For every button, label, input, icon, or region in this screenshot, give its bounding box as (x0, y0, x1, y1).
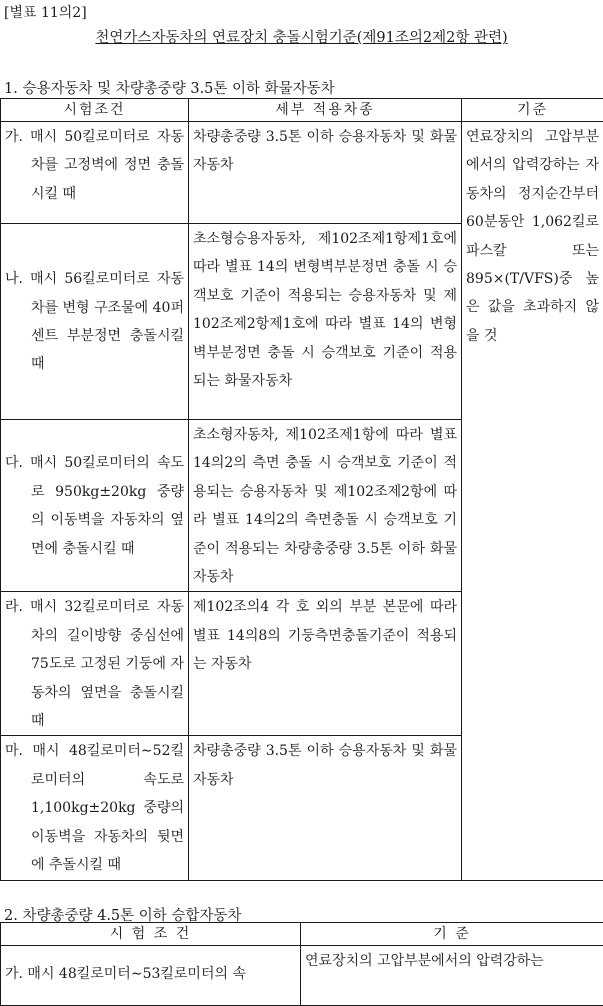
condition-cell: 나. 매시 56킬로미터로 자동차를 변형 구조물에 40퍼센트 부분정면 충돌시킬 때 (1, 224, 189, 420)
condition-cell: 다. 매시 50킬로미터의 속도로 950kg±20kg 중량의 이동벽을 자동차의 옆면에 충돌시킬 때 (1, 420, 189, 592)
table-header-row (1, 99, 603, 122)
vehicle-cell: 차량총중량 3.5톤 이하 승용자동차 및 화물자동차 (189, 122, 462, 224)
vehicle-cell: 초소형자동차, 제102조제1항에 따라 별표 14의2의 측면 충돌 시 승객보호 기준이 적용되는 승용자동차 및 제102조제2항에 따라 별표 14의2의 측면충돌 시 승객보호 기준이 적용되는 차량총중량 3.5톤 이하 화물자동차 (189, 420, 462, 592)
column-header-vehicle: 세부 적용차종 (189, 99, 462, 122)
table-header-row (1, 923, 603, 946)
section-1-table (0, 98, 603, 881)
table-row (1, 122, 603, 224)
column-header-criterion: 기준 (462, 99, 603, 122)
criterion-cell: 연료장치의 고압부분에서의 압력강하는 (301, 946, 603, 1006)
section-1-title: 1. 승용자동차 및 차량총중량 3.5톤 이하 화물자동차 (4, 77, 335, 98)
column-header-condition: 시 험 조 건 (1, 923, 301, 946)
condition-cell: 라. 매시 32킬로미터로 자동차의 길이방향 중심선에 75도로 고정된 기둥에 자동차의 옆면을 충돌시킬 때 (1, 592, 189, 736)
column-header-condition: 시험조건 (1, 99, 189, 122)
table-row (1, 946, 603, 1006)
vehicle-cell: 차량총중량 3.5톤 이하 승용자동차 및 화물자동차 (189, 736, 462, 880)
section-2-table (0, 922, 603, 1006)
vehicle-cell: 제102조의4 각 호 외의 부분 본문에 따라 별표 14의8의 기둥측면충돌기준이 적용되는 자동차 (189, 592, 462, 736)
document-title: 천연가스자동차의 연료장치 충돌시험기준(제91조의2제2항 관련) (0, 26, 603, 47)
annex-label: [별표 11의2] (4, 2, 87, 22)
condition-cell: 가. 매시 48킬로미터∼53킬로미터의 속 (1, 946, 301, 1006)
condition-cell: 가. 매시 50킬로미터로 자동차를 고정벽에 정면 충돌시킬 때 (1, 122, 189, 224)
column-header-criterion: 기 준 (301, 923, 603, 946)
criterion-cell: 연료장치의 고압부분에서의 압력강하는 자동차의 정지순간부터 60분동안 1,062킬로파스칼 또는 895×(T/VFS)중 높은 값을 초과하지 않을 것 (462, 122, 603, 881)
condition-cell: 마. 매시 48킬로미터∼52킬로미터의 속도로 1,100kg±20kg 중량의 이동벽을 자동차의 뒷면에 추돌시킬 때 (1, 736, 189, 880)
vehicle-cell: 초소형승용자동차, 제102조제1항제1호에 따라 별표 14의 변형벽부분정면 충돌 시 승객보호 기준이 적용되는 승용자동차 및 제102조제2항제1호에 따라 별표 14의 변형벽부분정면 충돌 시 승객보호 기준이 적용되는 화물자동차 (189, 224, 462, 420)
section-2-title: 2. 차량총중량 4.5톤 이하 승합자동차 (4, 904, 241, 925)
